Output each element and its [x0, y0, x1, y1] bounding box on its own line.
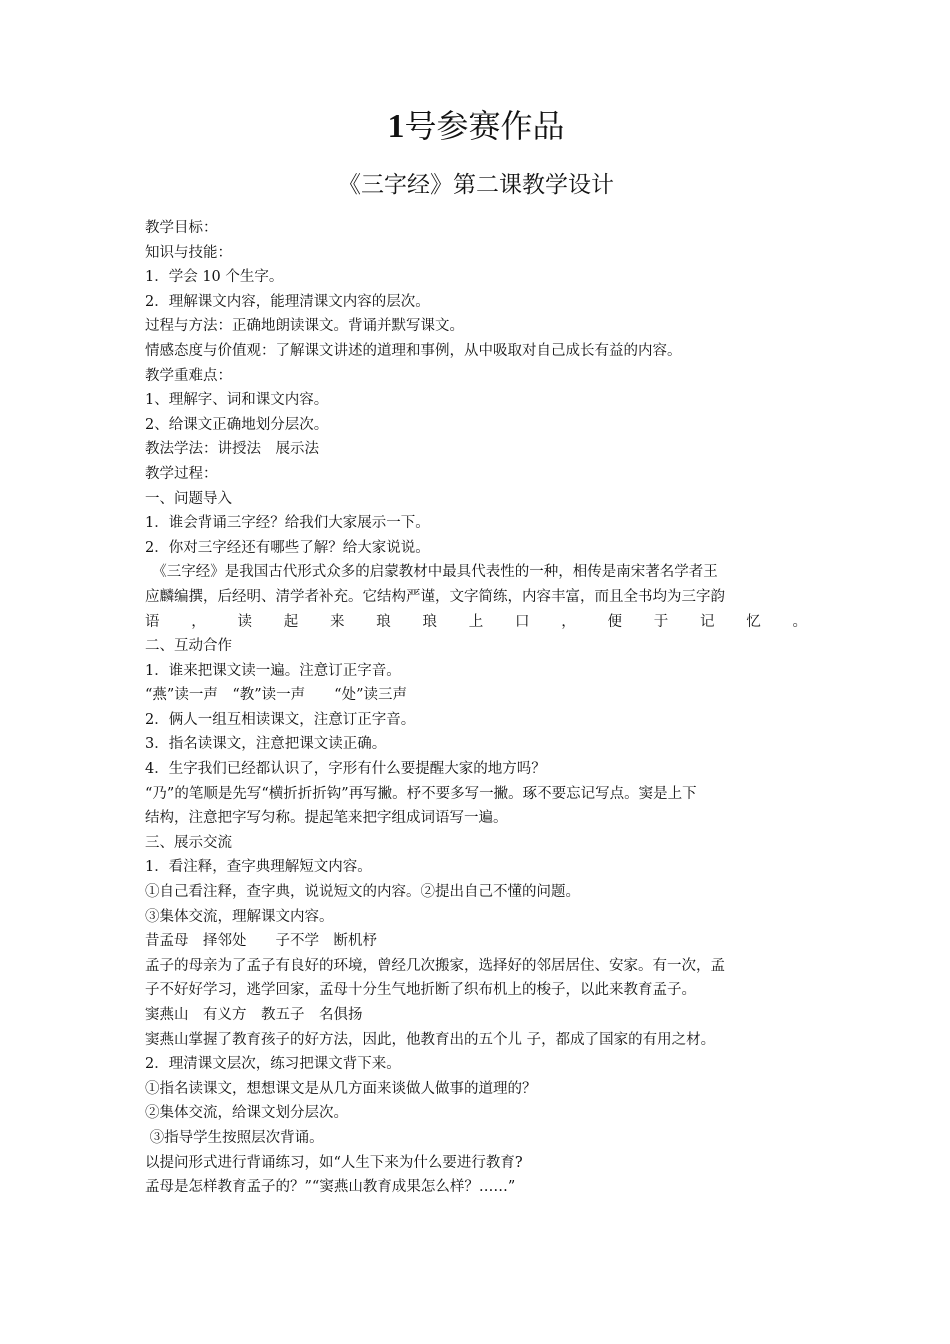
- text-line: 1．看注释，查字典理解短文内容。: [145, 859, 372, 876]
- text-line: 以提问形式进行背诵练习，如“人生下来为什么要进行教育?: [145, 1154, 523, 1171]
- text-line: 孟子的母亲为了孟子有良好的环境，曾经几次搬家，选择好的邻居居住、安家。有一次，孟: [145, 957, 725, 974]
- text-line: 过程与方法：正确地朗读课文。背诵并默写课文。: [145, 318, 464, 335]
- text-line: 知识与技能：: [145, 244, 232, 261]
- text-line: 2．你对三字经还有哪些了解？给大家说说。: [145, 539, 430, 556]
- text-line: 1．学会 10 个生字。: [145, 269, 284, 286]
- text-line: 语 ， 读 起 来 琅 琅 上 口 ， 便 于 记 忆 。: [145, 613, 807, 630]
- text-line: 子不好好学习，逃学回家，孟母十分生气地折断了织布机上的梭子，以此来教育孟子。: [145, 982, 696, 999]
- text-line: “燕”读一声 “教”读一声 “处”读三声: [145, 687, 407, 704]
- text-line: 3．指名读课文，注意把课文读正确。: [145, 736, 387, 753]
- text-line: 昔孟母 择邻处 子不学 断机杼: [145, 933, 377, 950]
- text-line: 4．生字我们已经都认识了，字形有什么要提醒大家的地方吗？: [145, 761, 546, 778]
- title-text: 号参赛作品: [404, 107, 565, 145]
- text-line: 教学重难点：: [145, 367, 232, 384]
- text-line: 教法学法：讲授法 展示法: [145, 441, 319, 458]
- section-heading: 一、问题导入: [145, 490, 232, 507]
- section-heading: 二、互动合作: [145, 638, 232, 655]
- text-line: ①自己看注释，查字典，说说短文的内容。②提出自己不懂的问题。: [145, 884, 580, 901]
- text-line: 2．俩人一组互相读课文，注意订正字音。: [145, 711, 416, 728]
- page-subtitle: 《三字经》第二课教学设计: [338, 172, 614, 198]
- text-line: 2．理解课文内容，能理清课文内容的层次。: [145, 293, 430, 310]
- text-line: ①指名读课文，想想课文是从几方面来谈做人做事的道理的？: [145, 1080, 537, 1097]
- page-title: [145, 104, 807, 149]
- text-line: 应麟编撰，后经明、清学者补充。它结构严谨，文字简练，内容丰富，而且全书均为三字韵: [145, 588, 725, 605]
- text-line: 窦燕山掌握了教育孩子的好方法，因此，他教育出的五个儿 子，都成了国家的有用之材。: [145, 1031, 716, 1048]
- text-line: 2．理清课文层次，练习把课文背下来。: [145, 1056, 401, 1073]
- text-line: 1．谁来把课文读一遍。注意订正字音。: [145, 662, 401, 679]
- section-heading: 三、展示交流: [145, 834, 232, 851]
- text-line: 孟母是怎样教育孟子的？”“窦燕山教育成果怎么样？……”: [145, 1179, 516, 1196]
- title-number: 1: [387, 108, 405, 145]
- text-line: 结构，注意把字写匀称。提起笔来把字组成词语写一遍。: [145, 810, 508, 827]
- text-line: 2、给课文正确地划分层次。: [145, 416, 329, 433]
- document-body: [145, 216, 807, 1200]
- text-line: 1、理解字、词和课文内容。: [145, 392, 329, 409]
- text-line: “乃”的笔顺是先写“横折折折钩”再写撇。杼不要多写一撇。琢不要忘记写点。窦是上下: [145, 785, 697, 802]
- text-line: 窦燕山 有义方 教五子 名俱扬: [145, 1007, 363, 1023]
- text-line: 《三字经》是我国古代形式众多的启蒙教材中最具代表性的一种，相传是南宋著名学者王: [145, 564, 718, 581]
- text-line: 情感态度与价值观：了解课文讲述的道理和事例，从中吸取对自己成长有益的内容。: [145, 342, 682, 359]
- text-line: ③指导学生按照层次背诵。: [145, 1129, 324, 1146]
- text-line: ②集体交流，给课文划分层次。: [145, 1105, 348, 1122]
- text-line: ③集体交流，理解课文内容。: [145, 908, 334, 925]
- text-line: 1．谁会背诵三字经？给我们大家展示一下。: [145, 515, 430, 532]
- text-line: 教学过程：: [145, 465, 218, 482]
- text-line: 教学目标：: [145, 220, 218, 236]
